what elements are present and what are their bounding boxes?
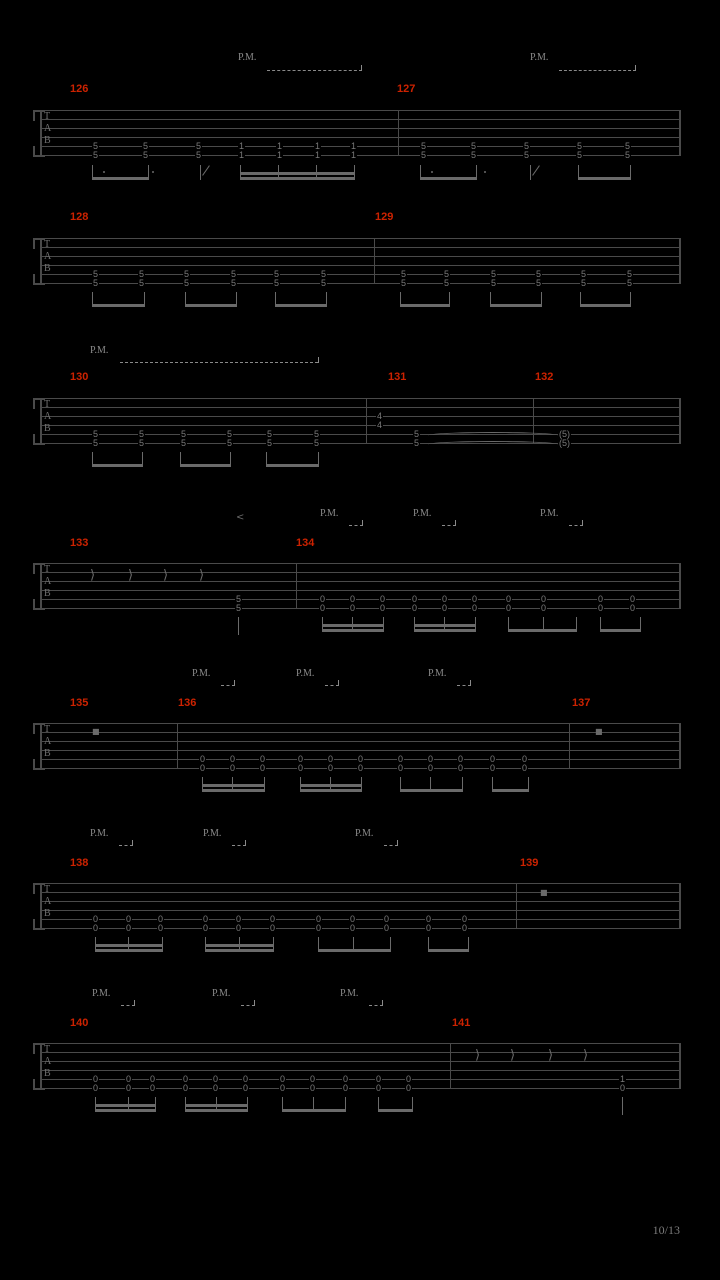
system-end-barline: [679, 883, 681, 929]
tab-note: 5: [414, 438, 420, 448]
tab-note: 0: [343, 1083, 349, 1093]
accent-mark-icon: <: [236, 512, 245, 523]
measure-number: 131: [388, 371, 407, 383]
tab-note: 0: [522, 754, 528, 764]
palm-mute-end: [382, 1000, 383, 1006]
dead-note-icon: ■: [92, 727, 100, 736]
palm-mute-end: [132, 840, 133, 846]
tab-note: 0: [428, 763, 434, 773]
tab-staff: [40, 110, 681, 158]
tab-note: 0: [398, 763, 404, 773]
tab-note: 0: [236, 923, 242, 933]
palm-mute-end: [234, 680, 235, 686]
tab-note: 0: [380, 603, 386, 613]
measure-number: 127: [397, 83, 416, 95]
tab-note: 0: [462, 914, 468, 924]
measure-number: 140: [70, 1017, 89, 1029]
tab-note: 0: [158, 914, 164, 924]
tab-note: 5: [227, 438, 233, 448]
barline: [398, 110, 399, 156]
tab-note: 5: [93, 269, 99, 279]
tab-note: 5: [627, 278, 633, 288]
tab-note: 0: [376, 1074, 382, 1084]
tab-note: 5: [274, 269, 280, 279]
measure-number: 132: [535, 371, 554, 383]
palm-mute-label: P.M.: [238, 52, 257, 63]
tab-note: 5: [577, 141, 583, 151]
rest-symbol: ⟩: [583, 1048, 589, 1063]
tab-note: 0: [406, 1074, 412, 1084]
tab-note: 0: [310, 1074, 316, 1084]
tab-note: 0: [203, 923, 209, 933]
tab-letter-a: A: [44, 736, 52, 747]
tab-note: 5: [421, 150, 427, 160]
tab-note: 5: [139, 269, 145, 279]
tab-note: 5: [231, 269, 237, 279]
tab-staff: [40, 563, 681, 611]
tab-note: 1: [351, 141, 357, 151]
tab-note: 1: [277, 141, 283, 151]
tab-note: 0: [150, 1083, 156, 1093]
tab-note: 0: [398, 754, 404, 764]
tab-note: 5: [93, 150, 99, 160]
tab-note: 4: [377, 411, 383, 421]
barline: [516, 883, 517, 929]
measure-number: 138: [70, 857, 89, 869]
tab-note: 0: [412, 603, 418, 613]
tab-note: 0: [506, 603, 512, 613]
palm-mute-end: [582, 520, 583, 526]
tab-note: 0: [270, 914, 276, 924]
palm-mute-label: P.M.: [320, 508, 339, 519]
tab-note: 0: [522, 763, 528, 773]
tab-letter-t: T: [44, 1044, 51, 1055]
tab-letter-a: A: [44, 1056, 52, 1067]
tab-note: 1: [239, 141, 245, 151]
tab-note: 5: [444, 278, 450, 288]
palm-mute-line: [325, 685, 339, 687]
palm-mute-label: P.M.: [413, 508, 432, 519]
tab-note: 0: [472, 603, 478, 613]
tab-note: 5: [401, 269, 407, 279]
palm-mute-end: [362, 520, 363, 526]
tab-note: 0: [630, 594, 636, 604]
rest-symbol: ⟩: [163, 568, 169, 583]
tab-note: 5: [581, 278, 587, 288]
system-end-barline: [679, 1043, 681, 1089]
system-end-barline: [679, 398, 681, 444]
palm-mute-label: P.M.: [212, 988, 231, 999]
tab-note: 5: [625, 141, 631, 151]
tab-note: 0: [260, 763, 266, 773]
tab-note: 5: [267, 438, 273, 448]
palm-mute-line: [119, 845, 133, 847]
palm-mute-line: [457, 685, 471, 687]
palm-mute-label: P.M.: [540, 508, 559, 519]
rest-symbol: ⟩: [199, 568, 205, 583]
tab-note: 0: [328, 754, 334, 764]
tab-note: 0: [158, 923, 164, 933]
tab-note: 1: [620, 1074, 626, 1084]
tab-letter-t: T: [44, 399, 51, 410]
tab-note: 5: [236, 603, 242, 613]
barline: [569, 723, 570, 769]
tab-letter-b: B: [44, 423, 51, 434]
palm-mute-line: [569, 525, 583, 527]
tab-note: 0: [316, 914, 322, 924]
tab-note: 0: [320, 594, 326, 604]
tab-note: 0: [412, 594, 418, 604]
tab-note: 0: [183, 1074, 189, 1084]
tab-note: 5: [231, 278, 237, 288]
tab-note: 0: [213, 1083, 219, 1093]
tab-note: 5: [471, 150, 477, 160]
tab-note: 5: [184, 278, 190, 288]
palm-mute-line: [121, 1005, 135, 1007]
tab-note: 1: [315, 141, 321, 151]
palm-mute-label: P.M.: [90, 345, 109, 356]
tab-note: 4: [377, 420, 383, 430]
tab-note: 0: [350, 914, 356, 924]
tab-note: 0: [376, 1083, 382, 1093]
tab-note: 0: [93, 1074, 99, 1084]
tab-note: 0: [243, 1083, 249, 1093]
tab-note: 5: [536, 278, 542, 288]
measure-number: 139: [520, 857, 539, 869]
palm-mute-end: [361, 65, 362, 71]
tab-note: 0: [200, 763, 206, 773]
tab-note: 1: [239, 150, 245, 160]
tab-letter-a: A: [44, 411, 52, 422]
dead-note-icon: ■: [540, 888, 548, 897]
palm-mute-label: P.M.: [355, 828, 374, 839]
tab-letter-t: T: [44, 239, 51, 250]
tab-note: 0: [350, 923, 356, 933]
tab-note: 5: [143, 150, 149, 160]
rest-symbol: ⟩: [128, 568, 134, 583]
tab-letter-b: B: [44, 263, 51, 274]
tab-note: 0: [428, 754, 434, 764]
measure-number: 136: [178, 697, 197, 709]
tab-note: 0: [490, 754, 496, 764]
tab-note: 0: [93, 923, 99, 933]
measure-number: 128: [70, 211, 89, 223]
tab-note: 0: [126, 1083, 132, 1093]
tab-note: 0: [93, 914, 99, 924]
palm-mute-line: [221, 685, 235, 687]
barline: [296, 563, 297, 609]
tab-note: 5: [184, 269, 190, 279]
tab-note: 5: [421, 141, 427, 151]
tab-note: 0: [630, 603, 636, 613]
measure-number: 130: [70, 371, 89, 383]
tab-note: 0: [230, 763, 236, 773]
palm-mute-end: [470, 680, 471, 686]
palm-mute-label: P.M.: [90, 828, 109, 839]
palm-mute-end: [134, 1000, 135, 1006]
tab-note: 0: [458, 754, 464, 764]
tab-note: 0: [406, 1083, 412, 1093]
barline: [374, 238, 375, 284]
tab-note: (5): [559, 438, 570, 448]
tab-note: 0: [541, 594, 547, 604]
tab-note: 5: [401, 278, 407, 288]
tab-note: 5: [274, 278, 280, 288]
tab-note: 5: [93, 429, 99, 439]
system-end-barline: [679, 238, 681, 284]
palm-mute-label: P.M.: [340, 988, 359, 999]
tie-slur: [428, 441, 558, 448]
tab-note: 0: [316, 923, 322, 933]
system-end-barline: [679, 723, 681, 769]
tab-letter-a: A: [44, 123, 52, 134]
palm-mute-end: [397, 840, 398, 846]
palm-mute-end: [245, 840, 246, 846]
barline: [177, 723, 178, 769]
tab-letter-t: T: [44, 724, 51, 735]
tab-note: 0: [280, 1074, 286, 1084]
tab-note: 0: [426, 923, 432, 933]
dead-note-icon: ■: [595, 727, 603, 736]
tab-note: 0: [490, 763, 496, 773]
tab-note: 0: [126, 923, 132, 933]
tab-note: 0: [462, 923, 468, 933]
rest-symbol: ⟩: [510, 1048, 516, 1063]
tab-note: 0: [380, 594, 386, 604]
tab-note: 0: [126, 1074, 132, 1084]
palm-mute-line: [120, 362, 318, 364]
palm-mute-line: [384, 845, 398, 847]
palm-mute-end: [338, 680, 339, 686]
tab-note: 5: [625, 150, 631, 160]
palm-mute-line: [267, 70, 362, 72]
tab-staff: [40, 398, 681, 446]
tab-note: 5: [414, 429, 420, 439]
tab-letter-t: T: [44, 111, 51, 122]
tab-note: 0: [442, 603, 448, 613]
tab-note: 0: [328, 763, 334, 773]
tab-note: 0: [230, 754, 236, 764]
tab-note: 0: [320, 603, 326, 613]
tab-letter-a: A: [44, 576, 52, 587]
barline: [450, 1043, 451, 1089]
tab-letter-b: B: [44, 908, 51, 919]
tab-note: 0: [620, 1083, 626, 1093]
tab-note: 5: [536, 269, 542, 279]
rest-symbol: ⟩: [475, 1048, 481, 1063]
tab-note: 0: [506, 594, 512, 604]
tab-letter-a: A: [44, 896, 52, 907]
tab-note: 0: [213, 1074, 219, 1084]
tab-note: 0: [458, 763, 464, 773]
tab-note: 0: [298, 754, 304, 764]
tab-note: 0: [203, 914, 209, 924]
tab-note: 5: [196, 150, 202, 160]
tab-note: 0: [183, 1083, 189, 1093]
tab-note: 5: [321, 269, 327, 279]
tab-note: 0: [150, 1074, 156, 1084]
tab-note: 5: [181, 438, 187, 448]
tab-note: 5: [236, 594, 242, 604]
measure-number: 129: [375, 211, 394, 223]
palm-mute-line: [442, 525, 456, 527]
rest-symbol: ⟩: [90, 568, 96, 583]
tab-note: 1: [351, 150, 357, 160]
tab-note: 0: [358, 754, 364, 764]
palm-mute-line: [232, 845, 246, 847]
tab-note: 5: [491, 278, 497, 288]
palm-mute-label: P.M.: [530, 52, 549, 63]
palm-mute-label: P.M.: [296, 668, 315, 679]
system-end-barline: [679, 110, 681, 156]
tab-note: 5: [139, 438, 145, 448]
tab-note: 5: [314, 438, 320, 448]
palm-mute-label: P.M.: [192, 668, 211, 679]
tab-note: 5: [491, 269, 497, 279]
tab-note: 0: [280, 1083, 286, 1093]
measure-number: 133: [70, 537, 89, 549]
tab-note: 0: [541, 603, 547, 613]
tab-note: 0: [243, 1074, 249, 1084]
tab-note: 0: [384, 914, 390, 924]
measure-number: 126: [70, 83, 89, 95]
palm-mute-end: [635, 65, 636, 71]
tab-note: 5: [267, 429, 273, 439]
tab-letter-b: B: [44, 748, 51, 759]
palm-mute-line: [349, 525, 363, 527]
tab-note: 0: [93, 1083, 99, 1093]
tie-slur: [428, 432, 558, 439]
measure-number: 141: [452, 1017, 471, 1029]
tab-note: 5: [143, 141, 149, 151]
tab-letter-b: B: [44, 135, 51, 146]
tab-note: 0: [260, 754, 266, 764]
barline: [366, 398, 367, 444]
system-end-barline: [679, 563, 681, 609]
tab-note: 5: [196, 141, 202, 151]
tab-note: 0: [298, 763, 304, 773]
tab-staff: [40, 883, 681, 931]
tab-note: 5: [227, 429, 233, 439]
palm-mute-line: [369, 1005, 383, 1007]
palm-mute-label: P.M.: [428, 668, 447, 679]
tab-note: 0: [350, 603, 356, 613]
tab-letter-b: B: [44, 1068, 51, 1079]
tab-note: 5: [471, 141, 477, 151]
tab-note: 0: [126, 914, 132, 924]
tab-letter-t: T: [44, 564, 51, 575]
tab-note: 0: [472, 594, 478, 604]
tab-note: 5: [577, 150, 583, 160]
tab-note: 5: [181, 429, 187, 439]
tab-note: 5: [93, 438, 99, 448]
tab-note: 0: [384, 923, 390, 933]
tab-note: (5): [559, 429, 570, 439]
tab-note: 0: [358, 763, 364, 773]
tab-note: 0: [200, 754, 206, 764]
rest-symbol: ⟩: [548, 1048, 554, 1063]
tab-note: 0: [598, 603, 604, 613]
tab-note: 1: [277, 150, 283, 160]
tab-note: 0: [310, 1083, 316, 1093]
measure-number: 135: [70, 697, 89, 709]
palm-mute-end: [254, 1000, 255, 1006]
tab-note: 5: [93, 278, 99, 288]
tab-note: 0: [442, 594, 448, 604]
palm-mute-end: [455, 520, 456, 526]
palm-mute-end: [318, 357, 319, 363]
page-number: 10/13: [652, 1223, 680, 1237]
tab-note: 0: [426, 914, 432, 924]
tab-note: 0: [236, 914, 242, 924]
tab-letter-b: B: [44, 588, 51, 599]
tab-note: 0: [598, 594, 604, 604]
tab-letter-a: A: [44, 251, 52, 262]
tab-note: 0: [270, 923, 276, 933]
tab-note: 0: [350, 594, 356, 604]
measure-number: 134: [296, 537, 315, 549]
palm-mute-line: [241, 1005, 255, 1007]
palm-mute-label: P.M.: [203, 828, 222, 839]
tab-note: 5: [627, 269, 633, 279]
tab-note: 5: [321, 278, 327, 288]
tab-note: 5: [524, 141, 530, 151]
tab-note: 1: [315, 150, 321, 160]
palm-mute-line: [559, 70, 636, 72]
palm-mute-label: P.M.: [92, 988, 111, 999]
tab-note: 5: [139, 429, 145, 439]
tab-note: 5: [93, 141, 99, 151]
tab-note: 5: [444, 269, 450, 279]
tab-note: 5: [581, 269, 587, 279]
tab-note: 5: [524, 150, 530, 160]
tab-note: 5: [314, 429, 320, 439]
tab-letter-t: T: [44, 884, 51, 895]
measure-number: 137: [572, 697, 591, 709]
tab-note: 0: [343, 1074, 349, 1084]
tab-note: 5: [139, 278, 145, 288]
